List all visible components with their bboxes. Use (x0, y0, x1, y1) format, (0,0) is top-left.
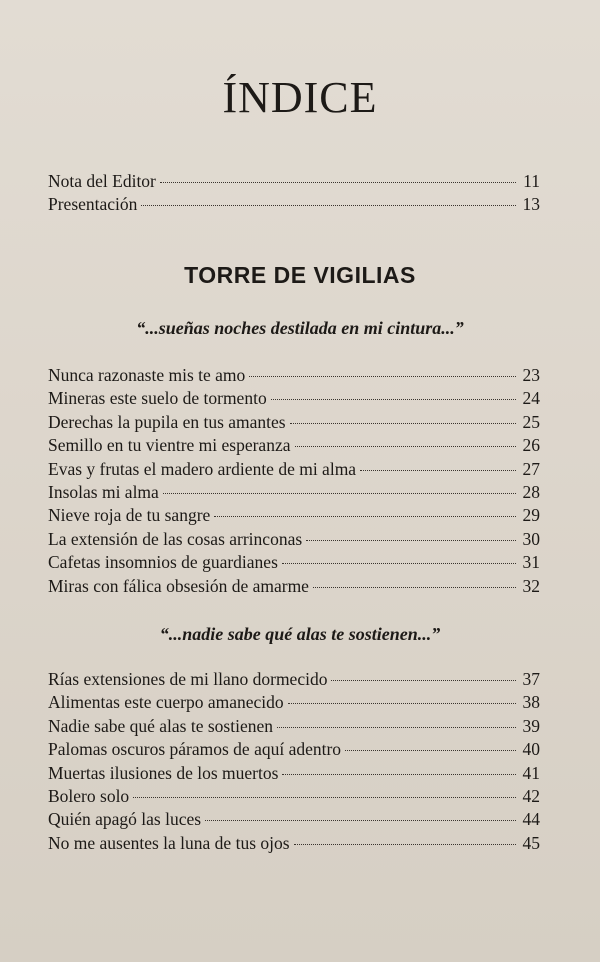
toc-entry (48, 434, 540, 457)
toc-entry-page: 38 (522, 692, 540, 713)
toc-entry (48, 528, 540, 551)
toc-entry-page: 11 (523, 171, 540, 191)
toc-entry (48, 808, 540, 831)
toc-entry-page: 40 (522, 739, 540, 760)
dot-leader (294, 844, 516, 845)
toc-entry (48, 691, 540, 714)
toc-entry-page: 30 (522, 528, 540, 549)
toc-entry (48, 738, 540, 761)
toc-entry-page: 25 (522, 411, 540, 432)
section-title: TORRE DE VIGILIAS (184, 262, 416, 288)
toc-entry-page: 27 (522, 458, 540, 479)
toc-entry (48, 481, 540, 504)
toc-entry-title: Mineras este suelo de tormento (48, 388, 267, 409)
toc-entry-title: Semillo en tu vientre mi esperanza (48, 435, 291, 456)
toc-entry-title: Palomas oscuros páramos de aquí adentro (48, 739, 342, 760)
toc-entry (48, 715, 540, 738)
toc-entry-page: 24 (522, 388, 540, 409)
toc-entry-title: La extensión de las cosas arrinconas (48, 528, 303, 549)
toc-entry-title: Cafetas insomnios de guardianes (48, 552, 278, 573)
dot-leader (306, 540, 516, 541)
dot-leader (313, 587, 516, 588)
section-quote-2: “...nadie sabe qué alas te sostienen...” (159, 624, 441, 644)
toc-entry (48, 458, 540, 481)
dot-leader (249, 376, 516, 377)
toc-entry-title: Rías extensiones de mi llano dormecido (48, 669, 328, 689)
toc-entry-title: Bolero solo (48, 785, 130, 806)
toc-entry-page: 41 (522, 762, 540, 783)
toc-group-2 (48, 668, 540, 855)
dot-leader (331, 680, 516, 681)
dot-leader (133, 797, 516, 798)
toc-entry-title: Muertas ilusiones de los muertos (48, 762, 279, 783)
dot-leader (160, 182, 516, 183)
toc-entry (48, 785, 540, 808)
dot-leader (271, 399, 516, 400)
toc-entry (48, 668, 540, 691)
toc-entry (48, 504, 540, 527)
toc-entry-title: Miras con fálica obsesión de amarme (48, 575, 309, 596)
toc-entry-page: 45 (522, 832, 540, 853)
toc-entry-page: 13 (522, 194, 540, 215)
section-quote-1: “...sueñas noches destilada en mi cintura...” (136, 318, 464, 338)
toc-entry (48, 387, 540, 410)
dot-leader (163, 493, 516, 494)
toc-entry-title: Derechas la pupila en tus amantes (48, 411, 286, 432)
toc-entry-title: Alimentas este cuerpo amanecido (48, 692, 284, 713)
toc-entry-page: 39 (522, 715, 540, 736)
dot-leader (282, 774, 516, 775)
toc-entry-title: Nieve roja de tu sangre (48, 505, 211, 526)
toc-entry (48, 551, 540, 574)
toc-front-matter (48, 170, 540, 217)
toc-entry-title: Nunca razonaste mis te amo (48, 365, 246, 385)
dot-leader (360, 470, 516, 471)
toc-entry-title: Presentación (48, 194, 138, 215)
dot-leader (288, 703, 516, 704)
dot-leader (295, 446, 517, 447)
toc-entry-page: 37 (522, 669, 540, 689)
page-title: ÍNDICE (222, 73, 378, 122)
toc-entry (48, 193, 540, 216)
dot-leader (290, 423, 516, 424)
toc-entry-page: 29 (522, 505, 540, 526)
toc-entry-page: 31 (522, 552, 540, 573)
toc-entry-page: 26 (522, 435, 540, 456)
toc-entry (48, 170, 540, 193)
toc-entry (48, 364, 540, 387)
dot-leader (205, 820, 516, 821)
toc-entry (48, 575, 540, 598)
dot-leader (277, 727, 516, 728)
dot-leader (282, 563, 516, 564)
toc-entry (48, 832, 540, 855)
toc-entry-title: Quién apagó las luces (48, 809, 202, 830)
toc-entry-page: 32 (522, 575, 540, 596)
dot-leader (345, 750, 516, 751)
toc-entry (48, 762, 540, 785)
dot-leader (141, 205, 516, 206)
toc-entry-page: 44 (522, 809, 540, 830)
toc-entry-page: 28 (522, 481, 540, 502)
toc-entry-page: 23 (522, 365, 540, 385)
toc-entry-title: Nota del Editor (48, 171, 156, 191)
toc-group-1 (48, 364, 540, 598)
toc-entry-title: Nadie sabe qué alas te sostienen (48, 715, 273, 736)
toc-entry-title: No me ausentes la luna de tus ojos (48, 832, 290, 853)
toc-entry (48, 411, 540, 434)
toc-entry-page: 42 (522, 785, 540, 806)
toc-entry-title: Insolas mi alma (48, 481, 159, 502)
toc-entry-title: Evas y frutas el madero ardiente de mi alma (48, 458, 357, 479)
dot-leader (214, 516, 516, 517)
